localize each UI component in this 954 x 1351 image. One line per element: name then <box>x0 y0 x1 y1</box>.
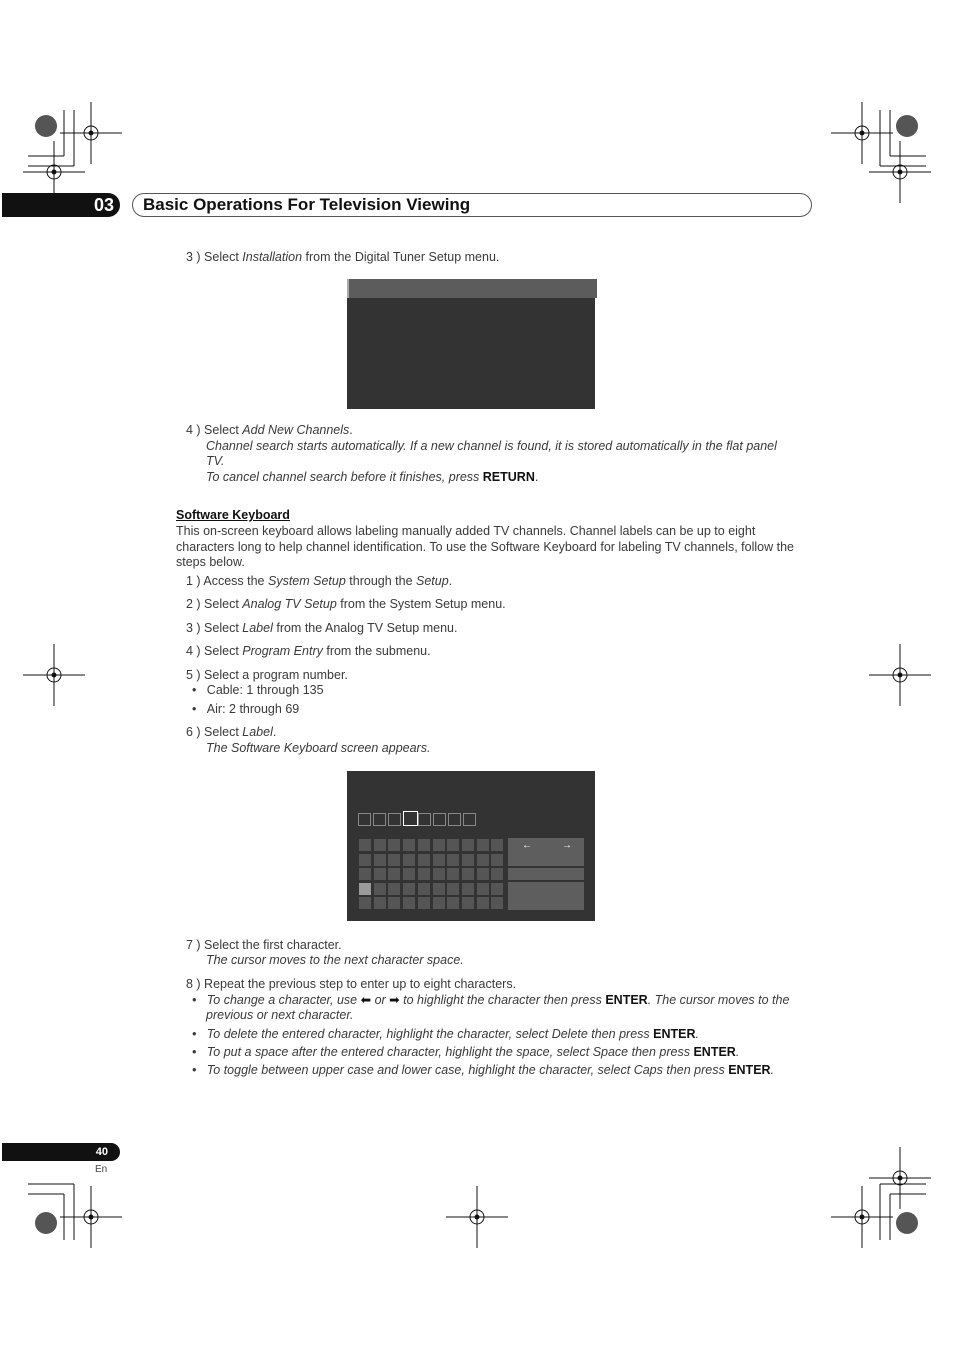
bullet-item: • To toggle between upper case and lower case, highlight the character, select Caps then press ENTER. <box>192 1063 775 1077</box>
step-5: 5 ) Select a program number. <box>186 668 348 682</box>
step-text: through the <box>345 574 417 588</box>
bullet-text: To toggle between upper case and lower case, highlight the character, select Caps then press <box>206 1063 729 1077</box>
step-italic: Program Entry <box>242 644 323 658</box>
step-text: 4 ) Select <box>186 423 243 437</box>
enter-key-label: ENTER <box>653 1027 696 1041</box>
bullet-text: to highlight the character then press <box>399 993 606 1007</box>
step-italic: System Setup <box>267 574 346 588</box>
bullet-text: Air: 2 through 69 <box>206 702 300 716</box>
note-text: . <box>534 470 539 484</box>
step-text: from the Analog TV Setup menu. <box>272 621 458 635</box>
step-note: The cursor moves to the next character space. <box>206 953 464 967</box>
step-text: 3 ) Select <box>186 621 243 635</box>
bullet-text: . The cursor moves to the <box>647 993 790 1007</box>
bullet-continuation: previous or next character. <box>206 1008 354 1022</box>
enter-key-label: ENTER <box>605 993 648 1007</box>
left-arrow-icon: ← <box>522 840 532 851</box>
bullet-item: • To change a character, use ⬅ or ➡ to highlight the character then press ENTER. The cursor moves to the <box>192 993 790 1007</box>
step-text: . <box>349 423 353 437</box>
step-italic: Setup <box>416 574 449 588</box>
step-text: from the Digital Tuner Setup menu. <box>302 250 500 264</box>
step-italic: Label <box>242 725 273 739</box>
bullet-item: • Cable: 1 through 135 <box>192 683 324 697</box>
note-text: To cancel channel search before it finishes, press <box>206 470 483 484</box>
step-italic: Label <box>242 621 273 635</box>
bullet-text: . <box>695 1027 700 1041</box>
bullet-item: • To delete the entered character, highlight the character, select Delete then press ENTER. <box>192 1027 700 1041</box>
step-text: 4 ) Select <box>186 644 243 658</box>
step-italic: Installation <box>242 250 303 264</box>
right-arrow-icon: → <box>562 840 572 851</box>
step-italic: Add New Channels <box>242 423 350 437</box>
bullet-item: • Air: 2 through 69 <box>192 702 300 716</box>
step-8: 8 ) Repeat the previous step to enter up to eight characters. <box>186 977 517 991</box>
section-heading: Software Keyboard <box>176 508 290 522</box>
step-italic: Analog TV Setup <box>242 597 337 611</box>
intro-line: steps below. <box>176 555 245 569</box>
language-label: En <box>95 1164 108 1175</box>
bullet-item: • To put a space after the entered character, highlight the space, select Space then press ENTER. <box>192 1045 740 1059</box>
step-text: . <box>448 574 453 588</box>
step-text: . <box>272 725 277 739</box>
left-arrow-icon: ⬅ <box>360 993 372 1007</box>
enter-key-label: ENTER <box>693 1045 736 1059</box>
step-note: The Software Keyboard screen appears. <box>206 741 431 755</box>
registration-circle-icon <box>896 115 918 137</box>
bullet-text: To put a space after the entered character, highlight the space, select Space then press <box>206 1045 694 1059</box>
step-text: from the submenu. <box>322 644 431 658</box>
bullet-text: . <box>770 1063 775 1077</box>
right-arrow-icon: ➡ <box>389 993 400 1007</box>
registration-circle-icon <box>35 115 57 137</box>
registration-circle-icon <box>896 1212 918 1234</box>
intro-line: This on-screen keyboard allows labeling manually added TV channels. Channel labels can be up to eight <box>176 524 756 538</box>
step-text: 1 ) Access the <box>186 574 268 588</box>
return-key-label: RETURN <box>482 470 535 484</box>
bullet-text: or <box>371 993 390 1007</box>
enter-key-label: ENTER <box>728 1063 771 1077</box>
step-text: 6 ) Select <box>186 725 243 739</box>
step-text: 3 ) Select <box>186 250 243 264</box>
page-number: 40 <box>95 1146 108 1158</box>
note-line: TV. <box>206 454 225 468</box>
chapter-title: Basic Operations For Television Viewing <box>143 195 471 214</box>
intro-line: characters long to help channel identification. To use the Software Keyboard for labeling TV channels, follow the <box>176 540 794 554</box>
bullet-text: To change a character, use <box>206 993 361 1007</box>
bullet-text: To delete the entered character, highlight the character, select Delete then press <box>206 1027 654 1041</box>
chapter-number: 03 <box>93 195 114 215</box>
step-7: 7 ) Select the first character. <box>186 938 342 952</box>
bullet-text: . <box>735 1045 740 1059</box>
bullet-text: Cable: 1 through 135 <box>206 683 324 697</box>
step-text: from the System Setup menu. <box>336 597 506 611</box>
step-text: 2 ) Select <box>186 597 243 611</box>
registration-circle-icon <box>35 1212 57 1234</box>
note-line: Channel search starts automatically. If a new channel is found, it is stored automatically in the flat panel <box>206 439 777 453</box>
